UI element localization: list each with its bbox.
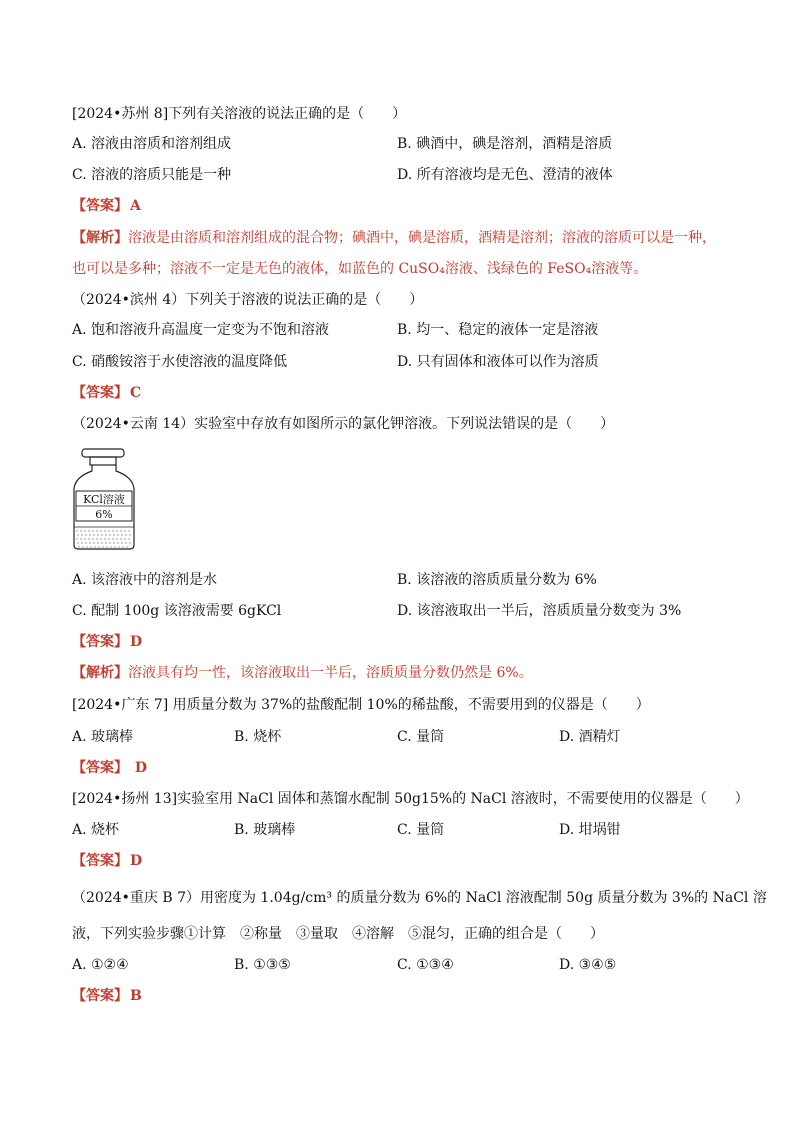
explanation-text: 溶液具有均一性，该溶液取出一半后，溶质质量分数仍然是 6%。 [128, 665, 533, 681]
question-5-stem: [2024•扬州 13]实验室用 NaCl 固体和蒸馏水配制 50g15%的 NaCl 溶液时，不需要使用的仪器是（ ） [72, 791, 749, 807]
answer-tag: 【答案】 [72, 853, 128, 869]
answer-tag: 【答案】 [72, 198, 128, 214]
question-4-option-b: B. 烧杯 [234, 729, 282, 745]
liquid-hatching [76, 531, 132, 547]
question-3-explanation [72, 663, 533, 683]
explanation-text: 溶液是由溶质和溶剂组成的混合物；碘酒中，碘是溶质，酒精是溶剂；溶液的溶质可以是一种， [128, 230, 716, 246]
bottle-label-name: KCl溶液 [83, 493, 125, 506]
bottle-label-concentration: 6% [95, 508, 113, 521]
question-5-option-d: D. 坩埚钳 [559, 822, 621, 838]
question-2-option-b: B. 均一、稳定的液体一定是溶液 [397, 322, 599, 338]
question-1-option-b: B. 碘酒中，碘是溶剂，酒精是溶质 [397, 136, 613, 152]
question-6-stem-line-1: （2024•重庆 B 7）用密度为 1.04g/cm³ 的质量分数为 6%的 NaCl 溶液配制 50g 质量分数为 3%的 NaCl 溶 [72, 890, 767, 906]
answer-value: C [130, 385, 142, 401]
question-5-option-b: B. 玻璃棒 [234, 822, 296, 838]
question-1-explanation-line-1 [72, 228, 716, 248]
question-5-option-c: C. 量筒 [397, 822, 445, 838]
question-3-option-a: A. 该溶液中的溶剂是水 [72, 572, 218, 588]
question-3-option-b: B. 该溶液的溶质质量分数为 6% [397, 572, 597, 588]
question-4-stem: [2024•广东 7] 用质量分数为 37%的盐酸配制 10%的稀盐酸，不需要用到的仪器是（ ） [72, 697, 650, 713]
answer-value: D [130, 853, 143, 869]
question-6-option-c: C. ①③④ [397, 957, 454, 973]
question-1-option-c: C. 溶液的溶质只能是一种 [72, 167, 232, 183]
answer-value: D [130, 760, 148, 776]
question-6-option-d: D. ③④⑤ [559, 957, 617, 973]
answer-value: A [130, 198, 141, 214]
answer-tag: 【答案】 [72, 385, 128, 401]
question-1-stem: [2024•苏州 8]下列有关溶液的说法正确的是（ ） [72, 106, 407, 122]
question-1-answer [72, 196, 141, 216]
question-1-option-d: D. 所有溶液均是无色、澄清的液体 [397, 167, 613, 183]
question-2-answer [72, 383, 141, 403]
answer-value: B [130, 988, 142, 1004]
question-5-option-a: A. 烧杯 [72, 822, 120, 838]
kcl-reagent-bottle-figure [72, 447, 142, 552]
question-1-explanation-line-2: 也可以是多种；溶液不一定是无色的液体，如蓝色的 CuSO₄溶液、浅绿色的 FeSO₄溶液等。 [72, 261, 648, 277]
question-6-option-a: A. ①②④ [72, 957, 129, 973]
question-2-stem: （2024•滨州 4）下列关于溶液的说法正确的是（ ） [72, 292, 424, 308]
answer-tag: 【答案】 [72, 760, 128, 776]
question-3-answer [72, 632, 142, 652]
question-1-option-a: A. 溶液由溶质和溶剂组成 [72, 136, 232, 152]
question-6-answer [72, 986, 142, 1006]
question-6-stem-line-2: 液，下列实验步骤①计算 ②称量 ③量取 ④溶解 ⑤混匀，正确的组合是（ ） [72, 926, 604, 942]
answer-tag: 【答案】 [72, 988, 128, 1004]
question-2-option-a: A. 饱和溶液升高温度一定变为不饱和溶液 [72, 322, 330, 338]
question-6-option-b: B. ①③⑤ [234, 957, 291, 973]
question-4-answer [72, 758, 147, 778]
answer-tag: 【答案】 [72, 634, 128, 650]
answer-value: D [130, 634, 143, 650]
question-3-option-d: D. 该溶液取出一半后，溶质质量分数变为 3% [397, 603, 682, 619]
question-3-stem: （2024•云南 14）实验室中存放有如图所示的氯化钾溶液。下列说法错误的是（ ） [72, 416, 615, 432]
question-4-option-c: C. 量筒 [397, 729, 445, 745]
explanation-tag: 【解析】 [72, 665, 128, 681]
question-2-option-d: D. 只有固体和液体可以作为溶质 [397, 354, 599, 370]
question-4-option-a: A. 玻璃棒 [72, 729, 134, 745]
question-2-option-c: C. 硝酸铵溶于水使溶液的温度降低 [72, 354, 288, 370]
question-5-answer [72, 851, 142, 871]
explanation-tag: 【解析】 [72, 230, 128, 246]
question-4-option-d: D. 酒精灯 [559, 729, 621, 745]
question-3-option-c: C. 配制 100g 该溶液需要 6gKCl [72, 603, 282, 619]
